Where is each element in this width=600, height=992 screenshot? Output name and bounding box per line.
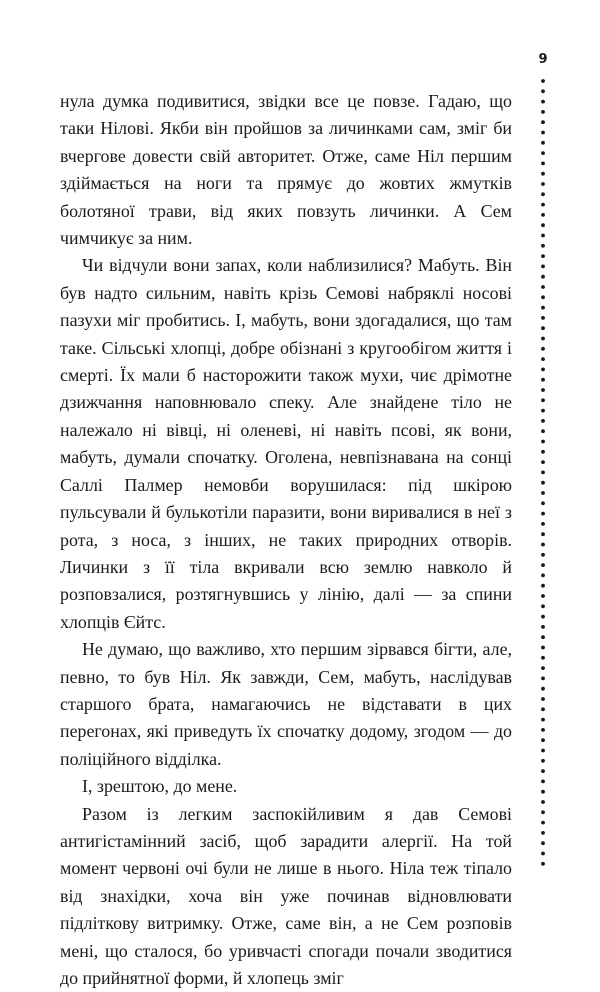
rule-dot	[541, 326, 545, 330]
rule-dot	[541, 182, 545, 186]
rule-dot	[541, 656, 545, 660]
rule-dot	[541, 604, 545, 608]
rule-dot	[541, 790, 545, 794]
rule-dot	[541, 79, 545, 83]
rule-dot	[541, 141, 545, 145]
rule-dot	[541, 306, 545, 310]
rule-dot	[541, 780, 545, 784]
rule-dot	[541, 100, 545, 104]
rule-dot	[541, 131, 545, 135]
paragraph: Не думаю, що важливо, хто першим зірвався бігти, але, певно, то був Ніл. Як завжди, Сем, мабуть, наслідував старшого брата, намагаючись не відставати в цих перегонах, які приведуть їх спочатку додому, згодом — до поліційного відділка.	[60, 639, 512, 769]
rule-dot	[541, 368, 545, 372]
rule-dot	[541, 450, 545, 454]
rule-dot	[541, 89, 545, 93]
rule-dot	[541, 213, 545, 217]
paragraph: І, зрештою, до мене.	[82, 776, 238, 797]
rule-dot	[541, 429, 545, 433]
rule-dot	[541, 223, 545, 227]
rule-dot	[541, 677, 545, 681]
rule-dot	[541, 563, 545, 567]
rule-dot	[541, 862, 545, 866]
rule-dot	[541, 491, 545, 495]
rule-dot	[541, 646, 545, 650]
rule-dot	[541, 481, 545, 485]
rule-dot	[541, 769, 545, 773]
paragraph: Разом із легким заспокійливим я дав Семові антигістамінний засіб, щоб зарадити алергії. На той момент червоні очі були не лише в нього. Ніла теж тіпало від знахідки, хоча він уже починав відновлювати підліткову витримку. Отже, саме він, а не Сем розповів мені, що сталося, бо уривчасті спогади почали зводитися до прийнятної форми, й хлопець зміг	[60, 803, 512, 988]
rule-dot	[541, 337, 545, 341]
rule-dot	[541, 203, 545, 207]
rule-dot	[541, 162, 545, 166]
rule-dot	[541, 440, 545, 444]
rule-dot	[541, 192, 545, 196]
rule-dot	[541, 687, 545, 691]
rule-dot	[541, 409, 545, 413]
rule-dot	[541, 852, 545, 856]
rule-dot	[541, 244, 545, 248]
rule-dot	[541, 594, 545, 598]
rule-dot	[541, 553, 545, 557]
rule-dot	[541, 697, 545, 701]
rule-dot	[541, 254, 545, 258]
rule-dot	[541, 285, 545, 289]
rule-dot	[541, 831, 545, 835]
rule-dot	[541, 718, 545, 722]
paragraph: нула думка подивитися, звідки все це повзе. Гадаю, що таки Нілові. Якби він пройшов за личинками сам, зміг би вчергове довести свій авторитет. Отже, саме Ніл першим здіймається на ноги та прямує до жовтих жмутків болотяної трави, від яких повзуть личинки. А Сем чимчикує за ним.	[60, 91, 512, 249]
rule-dot	[541, 172, 545, 176]
rule-dot	[541, 532, 545, 536]
rule-dot	[541, 295, 545, 299]
rule-dot	[541, 625, 545, 629]
rule-dot	[541, 460, 545, 464]
rule-dot	[541, 388, 545, 392]
rule-dot	[541, 543, 545, 547]
rule-dot	[541, 574, 545, 578]
page-number: 9	[538, 52, 548, 67]
paragraph: Чи відчули вони запах, коли наблизилися? Мабуть. Він був надто сильним, навіть крізь Семові набряклі носові пазухи міг пробитись. І, мабуть, вони здогадалися, що там таке. Сільські хлопці, добре обізнані з кругообігом життя і смерті. Їх мали б насторожити також мухи, чиє дрімотне дзижчання наповнювало спеку. Але знайдене тіло не належало ні вівці, ні оленеві, ні навіть псові, як вони, мабуть, думали спочатку. Оголена, невпізнавана на сонці Саллі Палмер немовби ворушилася: під шкірою пульсували й булькотіли паразити, вони виривалися в неї з рота, з носа, з інших, не таких природних отворів. Личинки з її тіла вкривали всю землю навколо й розповзалися, розтягнувшись у лінію, далі — за спини хлопців Єйтс.	[60, 255, 512, 632]
rule-dot	[541, 800, 545, 804]
rule-dot	[541, 821, 545, 825]
rule-dot	[541, 378, 545, 382]
rule-dot	[541, 471, 545, 475]
rule-dot	[541, 234, 545, 238]
rule-dot	[541, 398, 545, 402]
rule-dot	[541, 728, 545, 732]
rule-dot	[541, 512, 545, 516]
rule-dot	[541, 810, 545, 814]
rule-dot	[541, 265, 545, 269]
rule-dot	[541, 759, 545, 763]
rule-dot	[541, 666, 545, 670]
rule-dot	[541, 635, 545, 639]
rule-dot	[541, 841, 545, 845]
rule-dot	[541, 419, 545, 423]
dotted-margin-rule	[538, 78, 548, 868]
body-text	[60, 88, 512, 992]
rule-dot	[541, 584, 545, 588]
rule-dot	[541, 738, 545, 742]
rule-dot	[541, 110, 545, 114]
rule-dot	[541, 275, 545, 279]
rule-dot	[541, 357, 545, 361]
rule-dot	[541, 501, 545, 505]
rule-dot	[541, 316, 545, 320]
rule-dot	[541, 522, 545, 526]
rule-dot	[541, 151, 545, 155]
rule-dot	[541, 347, 545, 351]
rule-dot	[541, 615, 545, 619]
rule-dot	[541, 120, 545, 124]
rule-dot	[541, 749, 545, 753]
rule-dot	[541, 707, 545, 711]
